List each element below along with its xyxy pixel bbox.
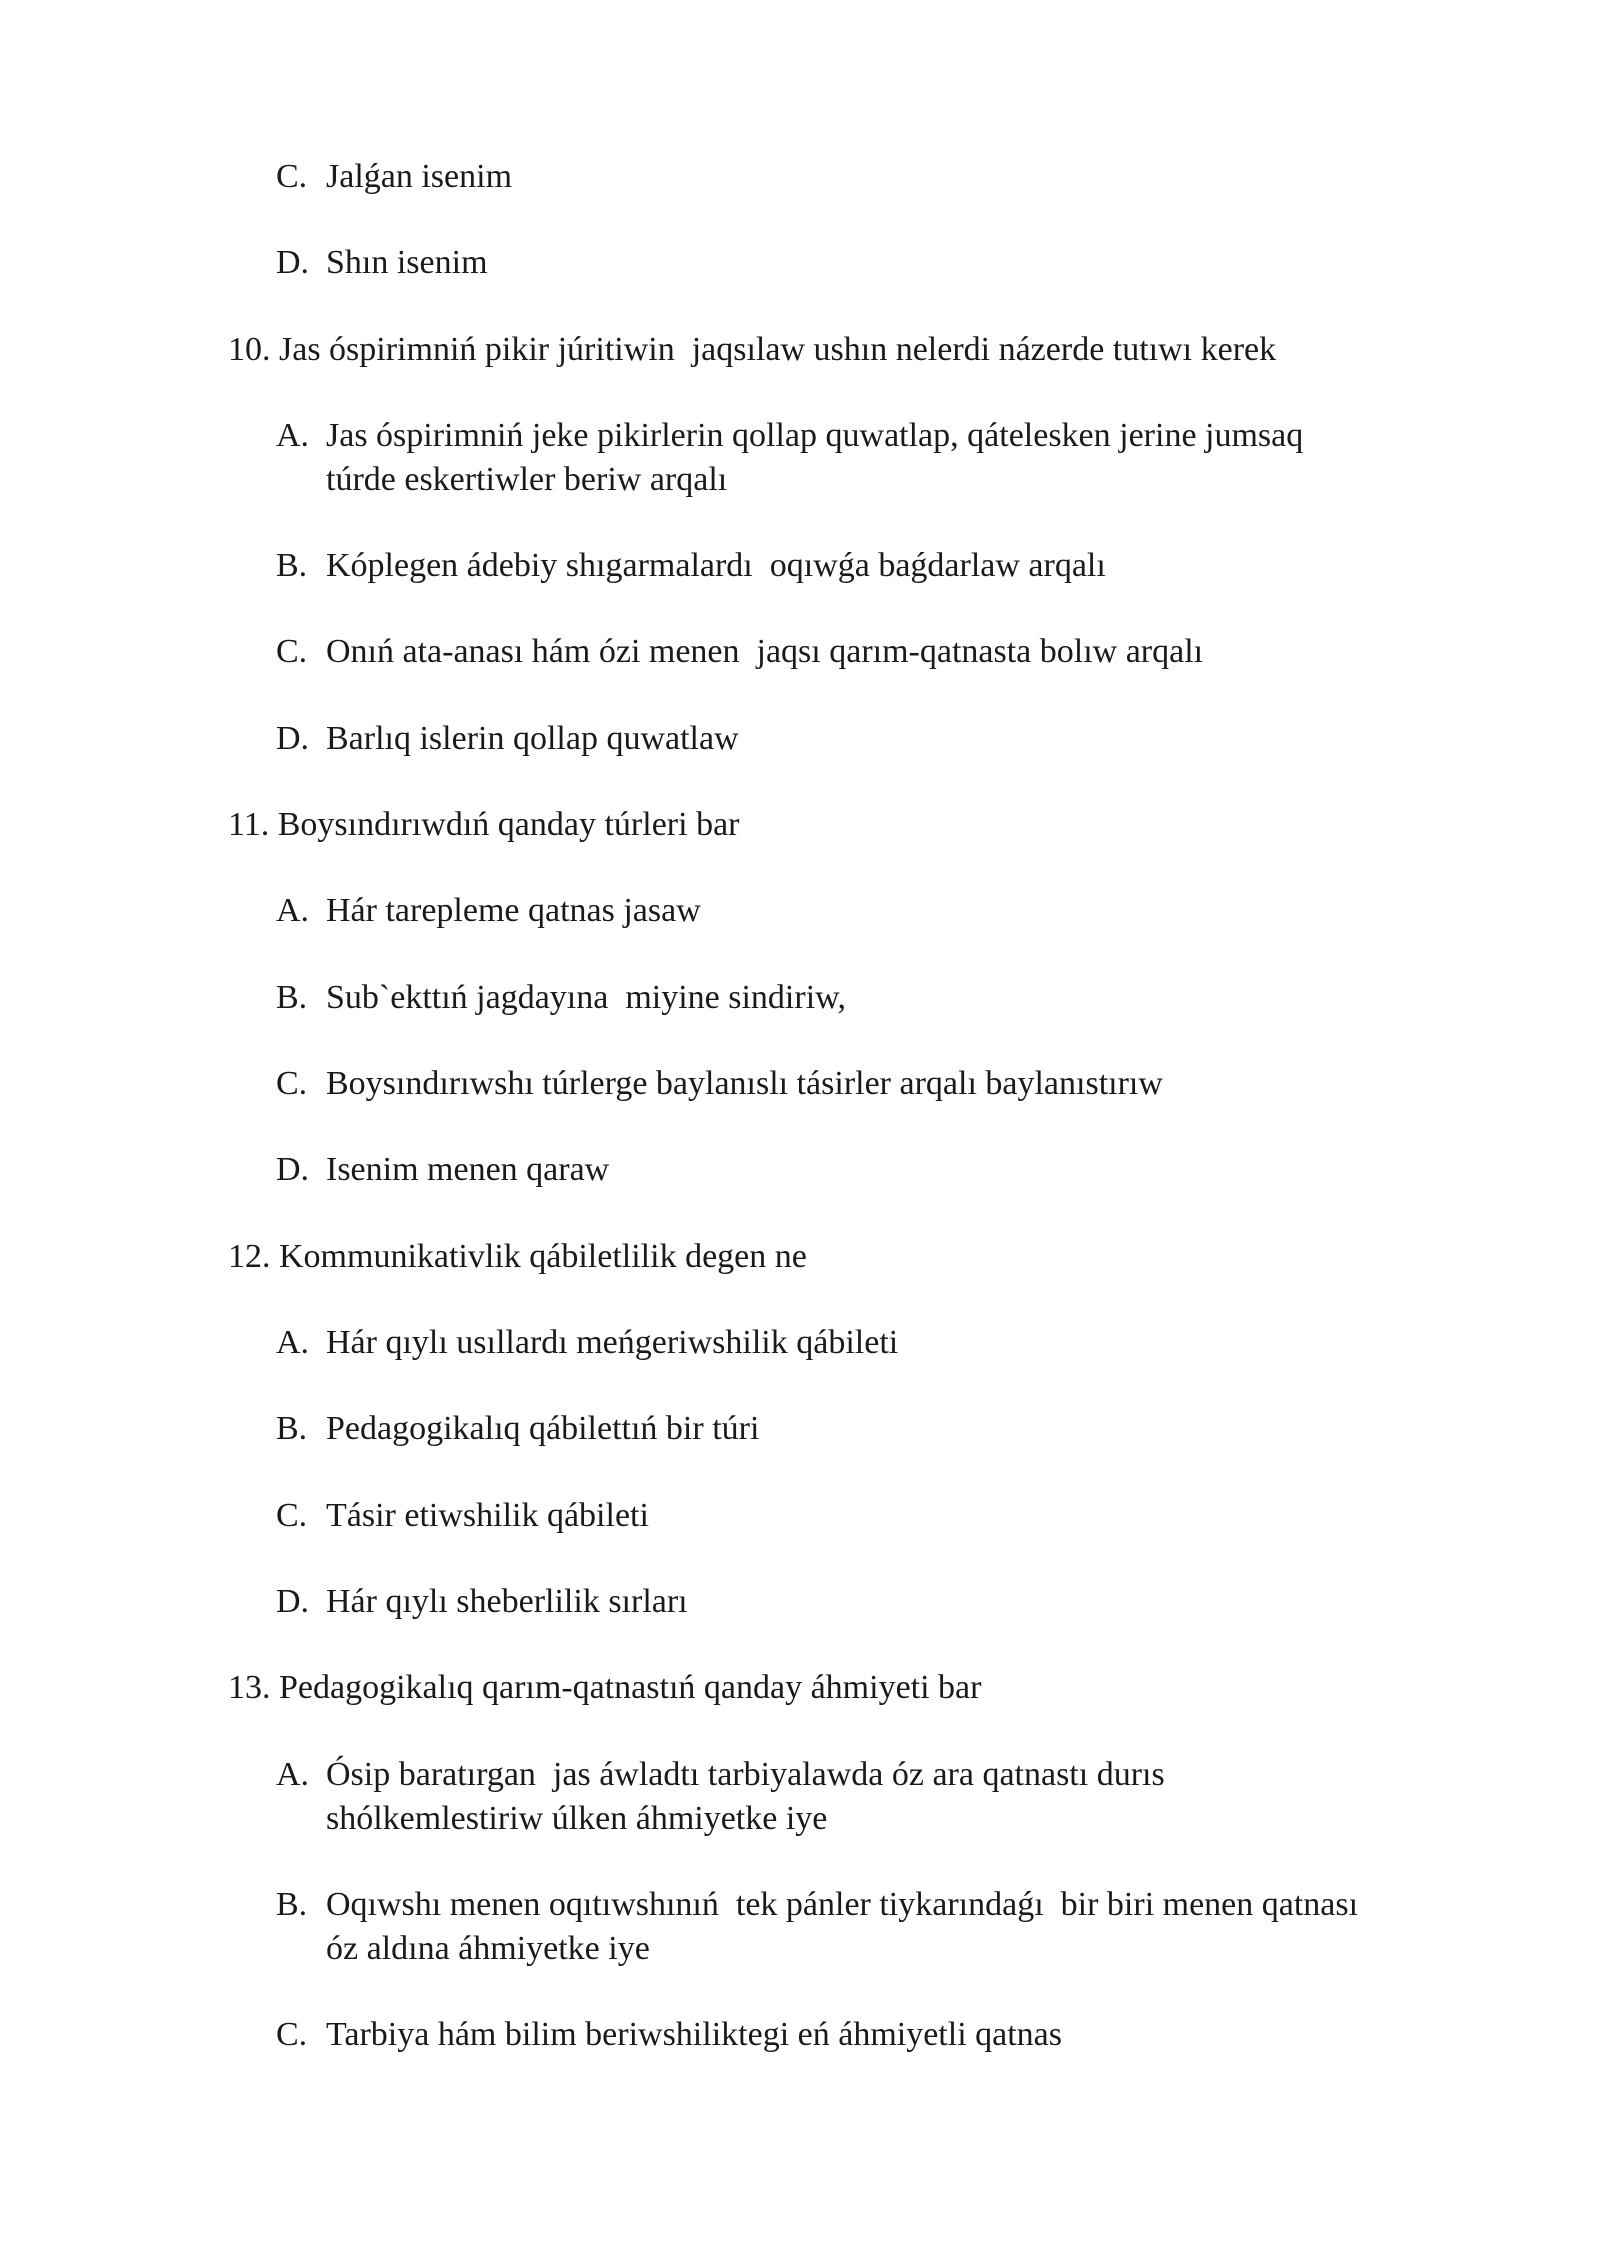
option-letter: A.: [276, 1756, 310, 1793]
answer-option: [276, 155, 512, 199]
option-letter: D.: [276, 1583, 310, 1620]
answer-option: [276, 1062, 1163, 1106]
option-letter: B.: [276, 979, 308, 1016]
answer-option: [276, 1753, 1165, 1797]
question-text: 13. Pedagogikalıq qarım-qatnastıń qanday áhmiyeti bar: [228, 1669, 982, 1706]
option-text: Oqıwshı menen oqıtıwshınıń tek pánler tiykarındaǵı bir biri menen qatnası: [326, 1886, 1359, 1923]
option-text: Hár qıylı sheberlilik sırları: [326, 1583, 688, 1620]
option-text: Shın isenim: [326, 244, 488, 281]
option-text: Tarbiya hám bilim beriwshiliktegi eń áhmiyetli qatnas: [326, 2016, 1062, 2053]
option-letter: C.: [276, 2016, 308, 2053]
answer-option: [276, 889, 701, 933]
option-letter: D.: [276, 1151, 310, 1188]
answer-option: [276, 717, 739, 761]
option-text-continuation: shólkemlestiriw úlken áhmiyetke iye: [326, 1800, 828, 1837]
option-letter: A.: [276, 417, 310, 454]
answer-option: [276, 1883, 1358, 1927]
answer-option: [276, 630, 1203, 674]
question-text: 10. Jas óspirimniń pikir júritiwin jaqsılaw ushın nelerdi názerde tutıwı kerek: [228, 331, 1277, 368]
option-letter: C.: [276, 1065, 308, 1102]
option-letter: A.: [276, 892, 310, 929]
question-text: 12. Kommunikativlik qábiletlilik degen ne: [228, 1238, 807, 1275]
option-letter: B.: [276, 1886, 308, 1923]
answer-option: [276, 1321, 898, 1365]
option-letter: D.: [276, 720, 310, 757]
option-text: Sub`ekttıń jagdayına miyine sindiriw,: [326, 979, 846, 1016]
option-letter: D.: [276, 244, 310, 281]
option-text: Isenim menen qaraw: [326, 1151, 610, 1188]
option-text: Tásir etiwshilik qábileti: [326, 1497, 649, 1534]
option-text: Onıń ata-anası hám ózi menen jaqsı qarım-qatnasta bolıw arqalı: [326, 633, 1204, 670]
option-letter: C.: [276, 1497, 308, 1534]
option-letter: C.: [276, 633, 308, 670]
option-text: Pedagogikalıq qábilettıń bir túri: [326, 1410, 760, 1447]
answer-option: [276, 1580, 688, 1624]
option-letter: A.: [276, 1324, 310, 1361]
answer-option: [276, 241, 488, 285]
option-text: Jalǵan isenim: [326, 158, 513, 195]
answer-option: [276, 1407, 759, 1451]
answer-option: [276, 976, 846, 1020]
answer-option: [276, 1494, 649, 1538]
question-text: 11. Boysındırıwdıń qanday túrleri bar: [228, 806, 740, 843]
option-text: Jas óspirimniń jeke pikirlerin qollap quwatlap, qátelesken jerine jumsaq: [326, 417, 1304, 454]
option-text-continuation: túrde eskertiwler beriw arqalı: [326, 461, 728, 498]
answer-option: [276, 1148, 609, 1192]
option-text: Hár tarepleme qatnas jasaw: [326, 892, 701, 929]
answer-option: [276, 414, 1303, 458]
option-letter: B.: [276, 1410, 308, 1447]
option-letter: B.: [276, 547, 308, 584]
answer-option: [276, 544, 1106, 588]
option-text: Kóplegen ádebiy shıgarmalardı oqıwǵa baǵdarlaw arqalı: [326, 547, 1106, 584]
option-text: Hár qıylı usıllardı meńgeriwshilik qábileti: [326, 1324, 899, 1361]
option-text: Ósip baratırgan jas áwladtı tarbiyalawda óz ara qatnastı durıs: [326, 1756, 1165, 1793]
option-letter: C.: [276, 158, 308, 195]
option-text: Barlıq islerin qollap quwatlaw: [326, 720, 739, 757]
answer-option: [276, 2013, 1062, 2057]
option-text-continuation: óz aldına áhmiyetke iye: [326, 1930, 650, 1967]
option-text: Boysındırıwshı túrlerge baylanıslı tásirler arqalı baylanıstırıw: [326, 1065, 1163, 1102]
